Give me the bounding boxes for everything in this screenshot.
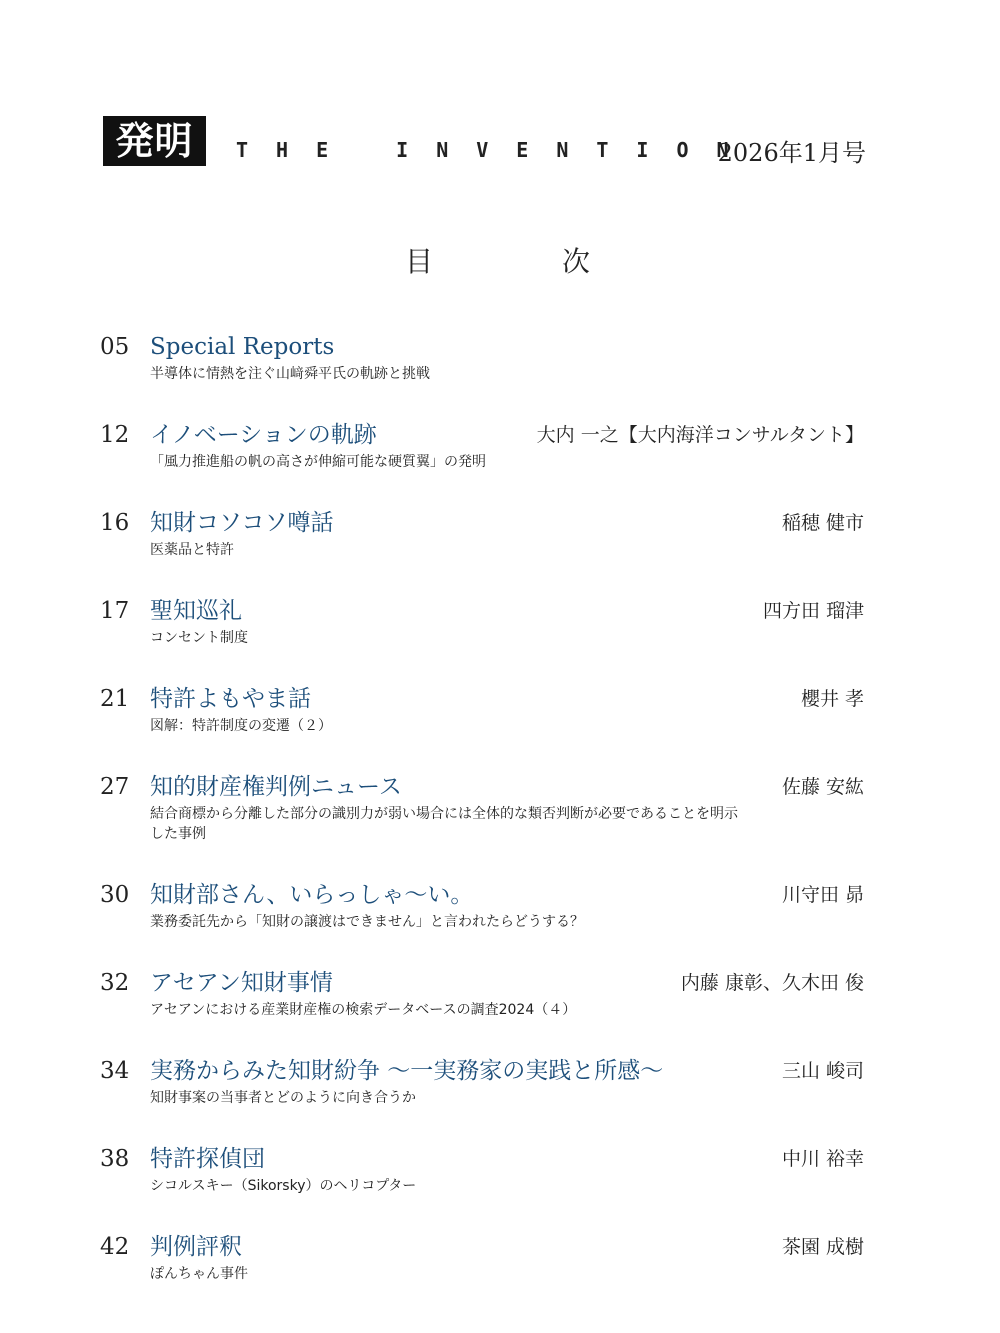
toc-entry[interactable] [100,772,864,844]
page-number: 38 [100,1146,130,1172]
toc-entry[interactable] [100,880,864,932]
toc-entry[interactable] [100,420,864,472]
page-number: 21 [100,686,130,712]
masthead [0,0,1000,200]
entry-author: 茶園 成樹 [781,1236,864,1258]
toc-entry[interactable] [100,1144,864,1196]
entry-title[interactable]: イノベーションの軌跡 [150,422,377,448]
page-number: 05 [100,334,130,360]
entry-title[interactable]: 聖知巡礼 [150,598,242,624]
page-number: 17 [100,598,130,624]
entry-subtitle: 半導体に情熱を注ぐ山﨑舜平氏の軌跡と挑戦 [150,366,430,382]
entry-title[interactable]: Special Reports [150,334,335,360]
page-number: 27 [100,774,130,800]
magazine-title-en: THE INVENTION [236,138,757,162]
page-number: 42 [100,1234,130,1260]
entry-title[interactable]: 判例評釈 [150,1234,242,1260]
magazine-logo [103,116,206,166]
entry-subtitle: 結合商標から分離した部分の識別力が弱い場合には全体的な類否判断が必要であることを明示した事例 [150,806,738,842]
toc-entry[interactable] [100,684,864,736]
entry-author: 三山 峻司 [781,1060,864,1082]
entry-title[interactable]: 実務からみた知財紛争 〜一実務家の実践と所感〜 [150,1058,664,1084]
entry-title[interactable]: 特許探偵団 [150,1146,265,1172]
toc-heading: 目 次 [405,245,650,278]
entry-subtitle: 「風力推進船の帆の高さが伸縮可能な硬質翼」の発明 [150,454,486,470]
entry-title[interactable]: 知財コソコソ噂話 [150,510,334,536]
page-number: 34 [100,1058,130,1084]
entry-title[interactable]: 知財部さん、いらっしゃ〜い。 [150,882,474,908]
entry-subtitle: 業務委託先から「知財の譲渡はできません」と言われたらどうする？ [150,914,584,930]
entry-author: 四方田 瑠津 [762,600,864,622]
entry-subtitle: コンセント制度 [150,630,248,646]
issue-date: 2026年1月号 [717,139,866,167]
toc-entry[interactable] [100,508,864,560]
toc-entry[interactable] [100,596,864,648]
logo-text: 発明 [115,119,194,163]
entry-author: 佐藤 安紘 [781,776,864,798]
entry-subtitle: 知財事案の当事者とどのように向き合うか [150,1090,416,1106]
entry-author: 稲穂 健市 [781,512,864,534]
entry-author: 中川 裕幸 [781,1148,864,1170]
entry-author: 川守田 昴 [781,884,864,906]
toc-entry[interactable] [100,968,864,1020]
entry-title[interactable]: 特許よもやま話 [150,686,311,712]
entry-author: 内藤 康彰、久木田 俊 [680,972,864,994]
entry-subtitle: シコルスキー（Sikorsky）のヘリコプター [150,1178,417,1194]
entry-author: 櫻井 孝 [800,688,864,710]
entry-subtitle: ぽんちゃん事件 [150,1266,248,1282]
entry-author: 大内 一之【大内海洋コンサルタント】 [536,424,864,446]
toc-entry[interactable] [100,1056,864,1108]
page-number: 32 [100,970,130,996]
toc-entry[interactable] [100,332,864,384]
entry-title[interactable]: アセアン知財事情 [150,970,333,996]
page-number: 16 [100,510,130,536]
entry-subtitle: アセアンにおける産業財産権の検索データベースの調査2024（４） [150,1002,577,1018]
page-number: 12 [100,422,130,448]
entry-title[interactable]: 知的財産権判例ニュース [150,774,402,800]
entry-subtitle: 医薬品と特許 [150,542,234,558]
page-number: 30 [100,882,130,908]
toc-entry[interactable] [100,1232,864,1284]
entry-subtitle: 図解：特許制度の変遷（２） [150,718,332,734]
